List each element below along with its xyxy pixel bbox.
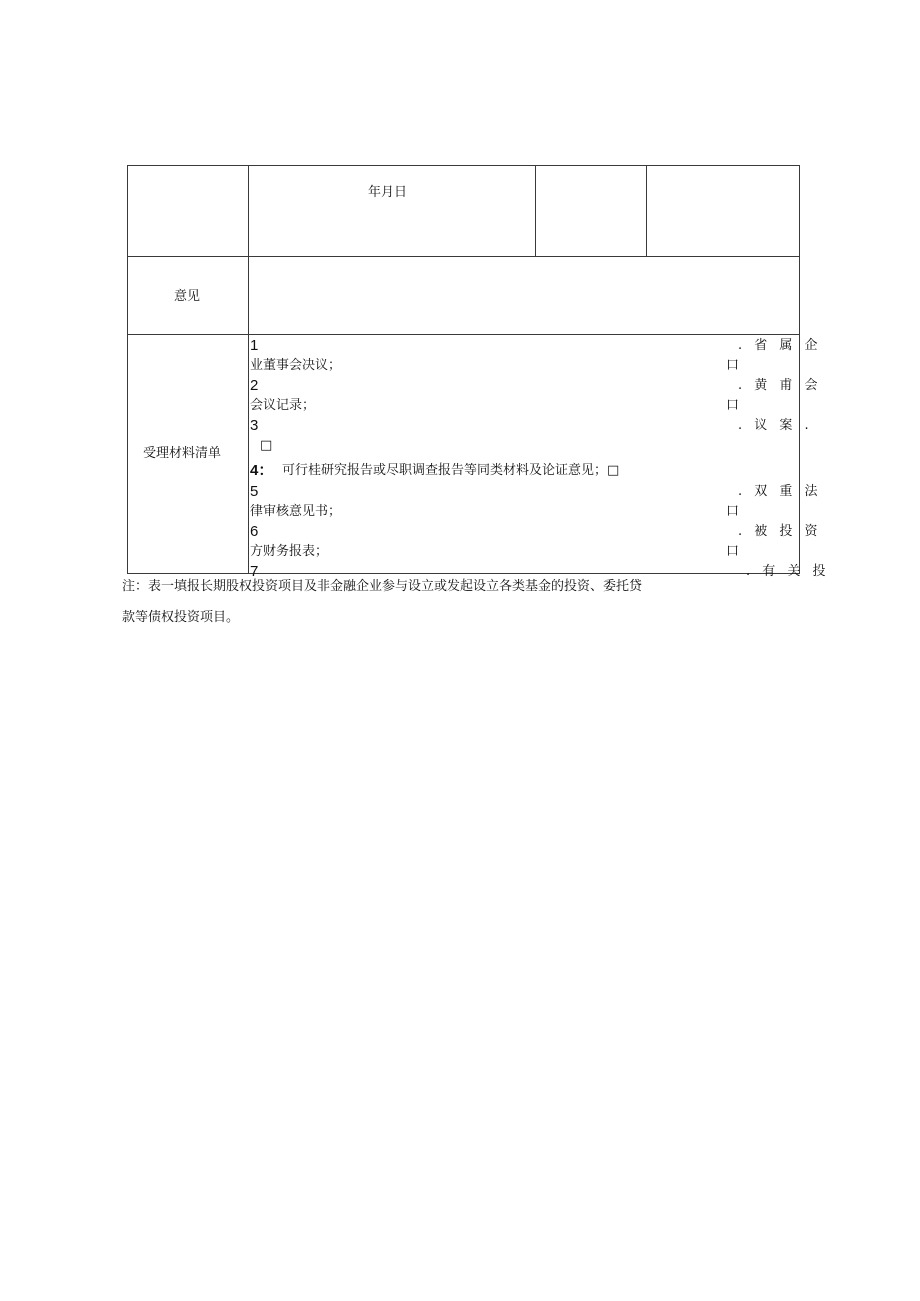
table-border-top: [127, 165, 800, 166]
table-border-bottom: [127, 573, 800, 574]
checkbox[interactable]: □: [260, 438, 273, 453]
checklist-cell: [250, 336, 830, 580]
item-number: 3: [250, 417, 259, 434]
item-text-continuation: 会议记录；: [250, 398, 316, 413]
table-row-divider: [127, 334, 800, 335]
checkbox[interactable]: 口: [726, 398, 740, 413]
item-text-right: . 省 属 企: [738, 338, 822, 353]
footnote-line-1: 注：表一填报长期股权投资项目及非金融企业参与设立或发起设立各类基金的投资、委托贷: [122, 579, 643, 594]
table-column-divider: [535, 165, 536, 257]
table-border-left: [127, 165, 128, 574]
opinion-label: 意见: [174, 289, 201, 304]
item-text-right: . 被 投 资: [738, 524, 822, 539]
item-text-continuation: 方财务报表；: [250, 544, 329, 559]
checkbox[interactable]: 口: [726, 358, 740, 373]
table-column-divider: [646, 165, 647, 257]
checklist-label: 受理材料清单: [143, 446, 222, 461]
table-row-divider: [127, 256, 800, 257]
table-column-divider: [248, 165, 249, 574]
date-label: 年月日: [368, 185, 408, 200]
item-text-continuation: 业董事会决议；: [250, 358, 342, 373]
item-text-right: . 黄 甫 会: [738, 378, 822, 393]
item-number: 2: [250, 377, 259, 394]
item-number: 1: [250, 337, 259, 354]
item-number: 7: [250, 563, 259, 580]
item-text-right: . 议 案 .: [738, 418, 813, 433]
item-number: 6: [250, 523, 259, 540]
checkbox[interactable]: 口: [726, 504, 740, 519]
item-text-right: . 有 关 投: [746, 564, 830, 579]
checkbox[interactable]: 口: [726, 544, 740, 559]
item-number: 4：: [250, 462, 274, 479]
item-text-continuation: 律审核意见书；: [250, 504, 342, 519]
footnote-line-2: 款等债权投资项目。: [122, 610, 240, 625]
item-text-right: . 双 重 法: [738, 484, 822, 499]
table-border-right: [799, 165, 800, 574]
item-number: 5: [250, 483, 259, 500]
item-text: 可行桂研究报告或尽职调查报告等同类材料及论证意见；□: [282, 463, 620, 478]
